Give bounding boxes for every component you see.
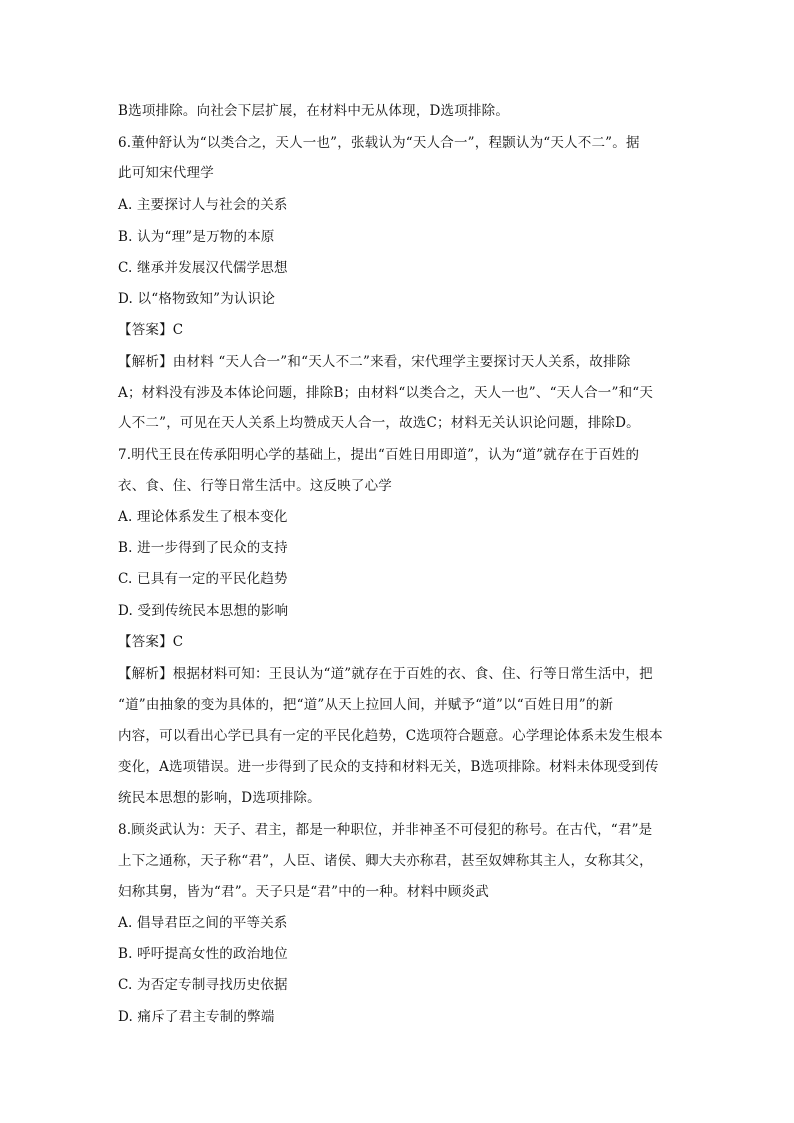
text-line: B选项排除。向社会下层扩展，在材料中无从体现，D选项排除。	[118, 103, 510, 119]
question-6-option-d: D. 以“格物致知”为认识论	[118, 291, 276, 307]
question-6-option-b: B. 认为“理”是万物的本原	[118, 229, 275, 245]
question-7-answer: 【答案】C	[118, 634, 184, 650]
question-8-stem: 8.顾炎武认为：天子、君主，都是一种职位，并非神圣不可侵犯的称号。在古代，“君”是	[118, 822, 653, 838]
question-7-analysis: 变化，A选项错误。进一步得到了民众的支持和材料无关，B选项排除。材料未体现受到传	[118, 759, 659, 775]
question-8-stem: 上下之通称，天子称“君”，人臣、诸侯、卿大夫亦称君，甚至奴婢称其主人，女称其父，	[118, 853, 653, 869]
question-6-analysis: A；材料没有涉及本体论问题，排除B；由材料“以类合之，天人一也”、“天人合一”和“天	[118, 385, 654, 401]
question-8-option-a: A. 倡导君臣之间的平等关系	[118, 915, 288, 931]
question-7-analysis: 内容，可以看出心学已具有一定的平民化趋势，C选项符合题意。心学理论体系未发生根本	[118, 728, 663, 744]
question-8-stem: 妇称其舅，皆为“君”。天子只是“君”中的一种。材料中顾炎武	[118, 884, 489, 900]
question-7-analysis: 【解析】根据材料可知：王艮认为“道”就存在于百姓的衣、食、住、行等日常生活中，把	[118, 666, 653, 682]
question-6-stem: 6.董仲舒认为“以类合之，天人一也”，张载认为“天人合一”，程颢认为“天人不二”。据	[118, 135, 640, 151]
question-6-option-a: A. 主要探讨人与社会的关系	[118, 197, 288, 213]
question-6-answer: 【答案】C	[118, 322, 184, 338]
question-7-option-a: A. 理论体系发生了根本变化	[118, 509, 288, 525]
question-7-stem-cont: 衣、食、住、行等日常生活中。这反映了心学	[118, 478, 392, 494]
question-6-option-c: C. 继承并发展汉代儒学思想	[118, 260, 288, 276]
question-6-analysis: 人不二”，可见在天人关系上均赞成天人合一，故选C；材料无关认识论问题，排除D。	[118, 415, 640, 431]
question-6-stem-cont: 此可知宋代理学	[118, 165, 214, 181]
question-7-option-b: B. 进一步得到了民众的支持	[118, 540, 288, 556]
question-7-analysis: “道”由抽象的变为具体的，把“道”从天上拉回人间，并赋予“道”以“百姓日用”的新	[118, 697, 614, 713]
question-8-option-d: D. 痛斥了君主专制的弊端	[118, 1009, 275, 1025]
question-7-option-c: C. 已具有一定的平民化趋势	[118, 571, 288, 587]
question-7-analysis: 统民本思想的影响，D选项排除。	[118, 790, 321, 806]
question-8-option-b: B. 呼吁提高女性的政治地位	[118, 946, 288, 962]
question-6-analysis: 【解析】由材料 “天人合一”和“天人不二”来看，宋代理学主要探讨天人关系，故排除	[118, 354, 631, 370]
question-7-stem: 7.明代王艮在传承阳明心学的基础上，提出“百姓日用即道”，认为“道”就存在于百姓的	[118, 447, 640, 463]
question-7-option-d: D. 受到传统民本思想的影响	[118, 603, 289, 619]
question-8-option-c: C. 为否定专制寻找历史依据	[118, 977, 288, 993]
